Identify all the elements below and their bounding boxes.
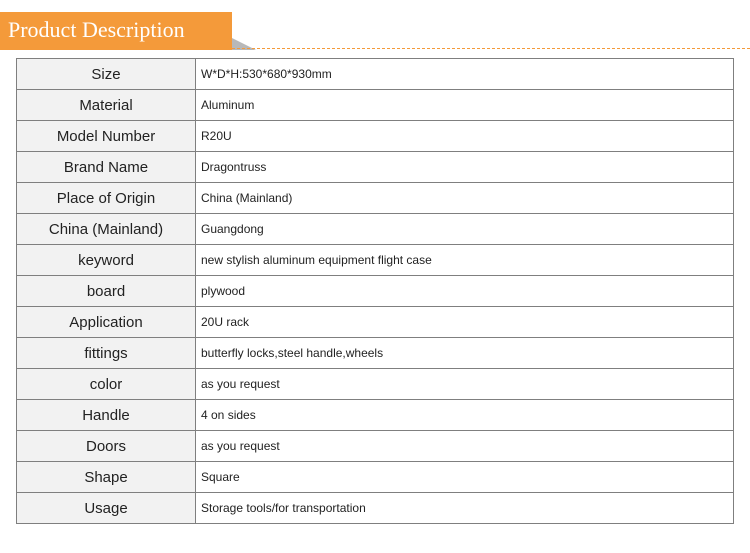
- spec-label: Handle: [17, 400, 196, 431]
- spec-label: color: [17, 369, 196, 400]
- table-row: [17, 245, 734, 276]
- table-row: [17, 59, 734, 90]
- spec-value: plywood: [196, 276, 734, 307]
- spec-value: butterfly locks,steel handle,wheels: [196, 338, 734, 369]
- spec-value: China (Mainland): [196, 183, 734, 214]
- table-row: [17, 338, 734, 369]
- section-title: Product Description: [8, 17, 185, 42]
- spec-label: Model Number: [17, 121, 196, 152]
- table-row: [17, 493, 734, 524]
- spec-value: Storage tools/for transportation: [196, 493, 734, 524]
- spec-label: Place of Origin: [17, 183, 196, 214]
- spec-label: Brand Name: [17, 152, 196, 183]
- spec-label: fittings: [17, 338, 196, 369]
- spec-label: Application: [17, 307, 196, 338]
- spec-value: as you request: [196, 431, 734, 462]
- table-row: [17, 214, 734, 245]
- spec-label: Usage: [17, 493, 196, 524]
- header-divider: [232, 48, 750, 49]
- spec-label: Material: [17, 90, 196, 121]
- product-spec-table: [16, 58, 734, 524]
- spec-value: Square: [196, 462, 734, 493]
- table-row: [17, 307, 734, 338]
- table-row: [17, 462, 734, 493]
- spec-label: China (Mainland): [17, 214, 196, 245]
- spec-value: as you request: [196, 369, 734, 400]
- table-row: [17, 400, 734, 431]
- spec-label: keyword: [17, 245, 196, 276]
- spec-value: 4 on sides: [196, 400, 734, 431]
- table-row: [17, 431, 734, 462]
- spec-label: Size: [17, 59, 196, 90]
- table-row: [17, 369, 734, 400]
- spec-value: 20U rack: [196, 307, 734, 338]
- spec-label: board: [17, 276, 196, 307]
- spec-value: R20U: [196, 121, 734, 152]
- spec-value: new stylish aluminum equipment flight case: [196, 245, 734, 276]
- table-row: [17, 90, 734, 121]
- spec-value: Aluminum: [196, 90, 734, 121]
- spec-value: W*D*H:530*680*930mm: [196, 59, 734, 90]
- spec-value: Guangdong: [196, 214, 734, 245]
- section-header: [0, 0, 750, 52]
- table-row: [17, 276, 734, 307]
- spec-label: Doors: [17, 431, 196, 462]
- table-row: [17, 121, 734, 152]
- spec-value: Dragontruss: [196, 152, 734, 183]
- spec-label: Shape: [17, 462, 196, 493]
- table-row: [17, 152, 734, 183]
- table-row: [17, 183, 734, 214]
